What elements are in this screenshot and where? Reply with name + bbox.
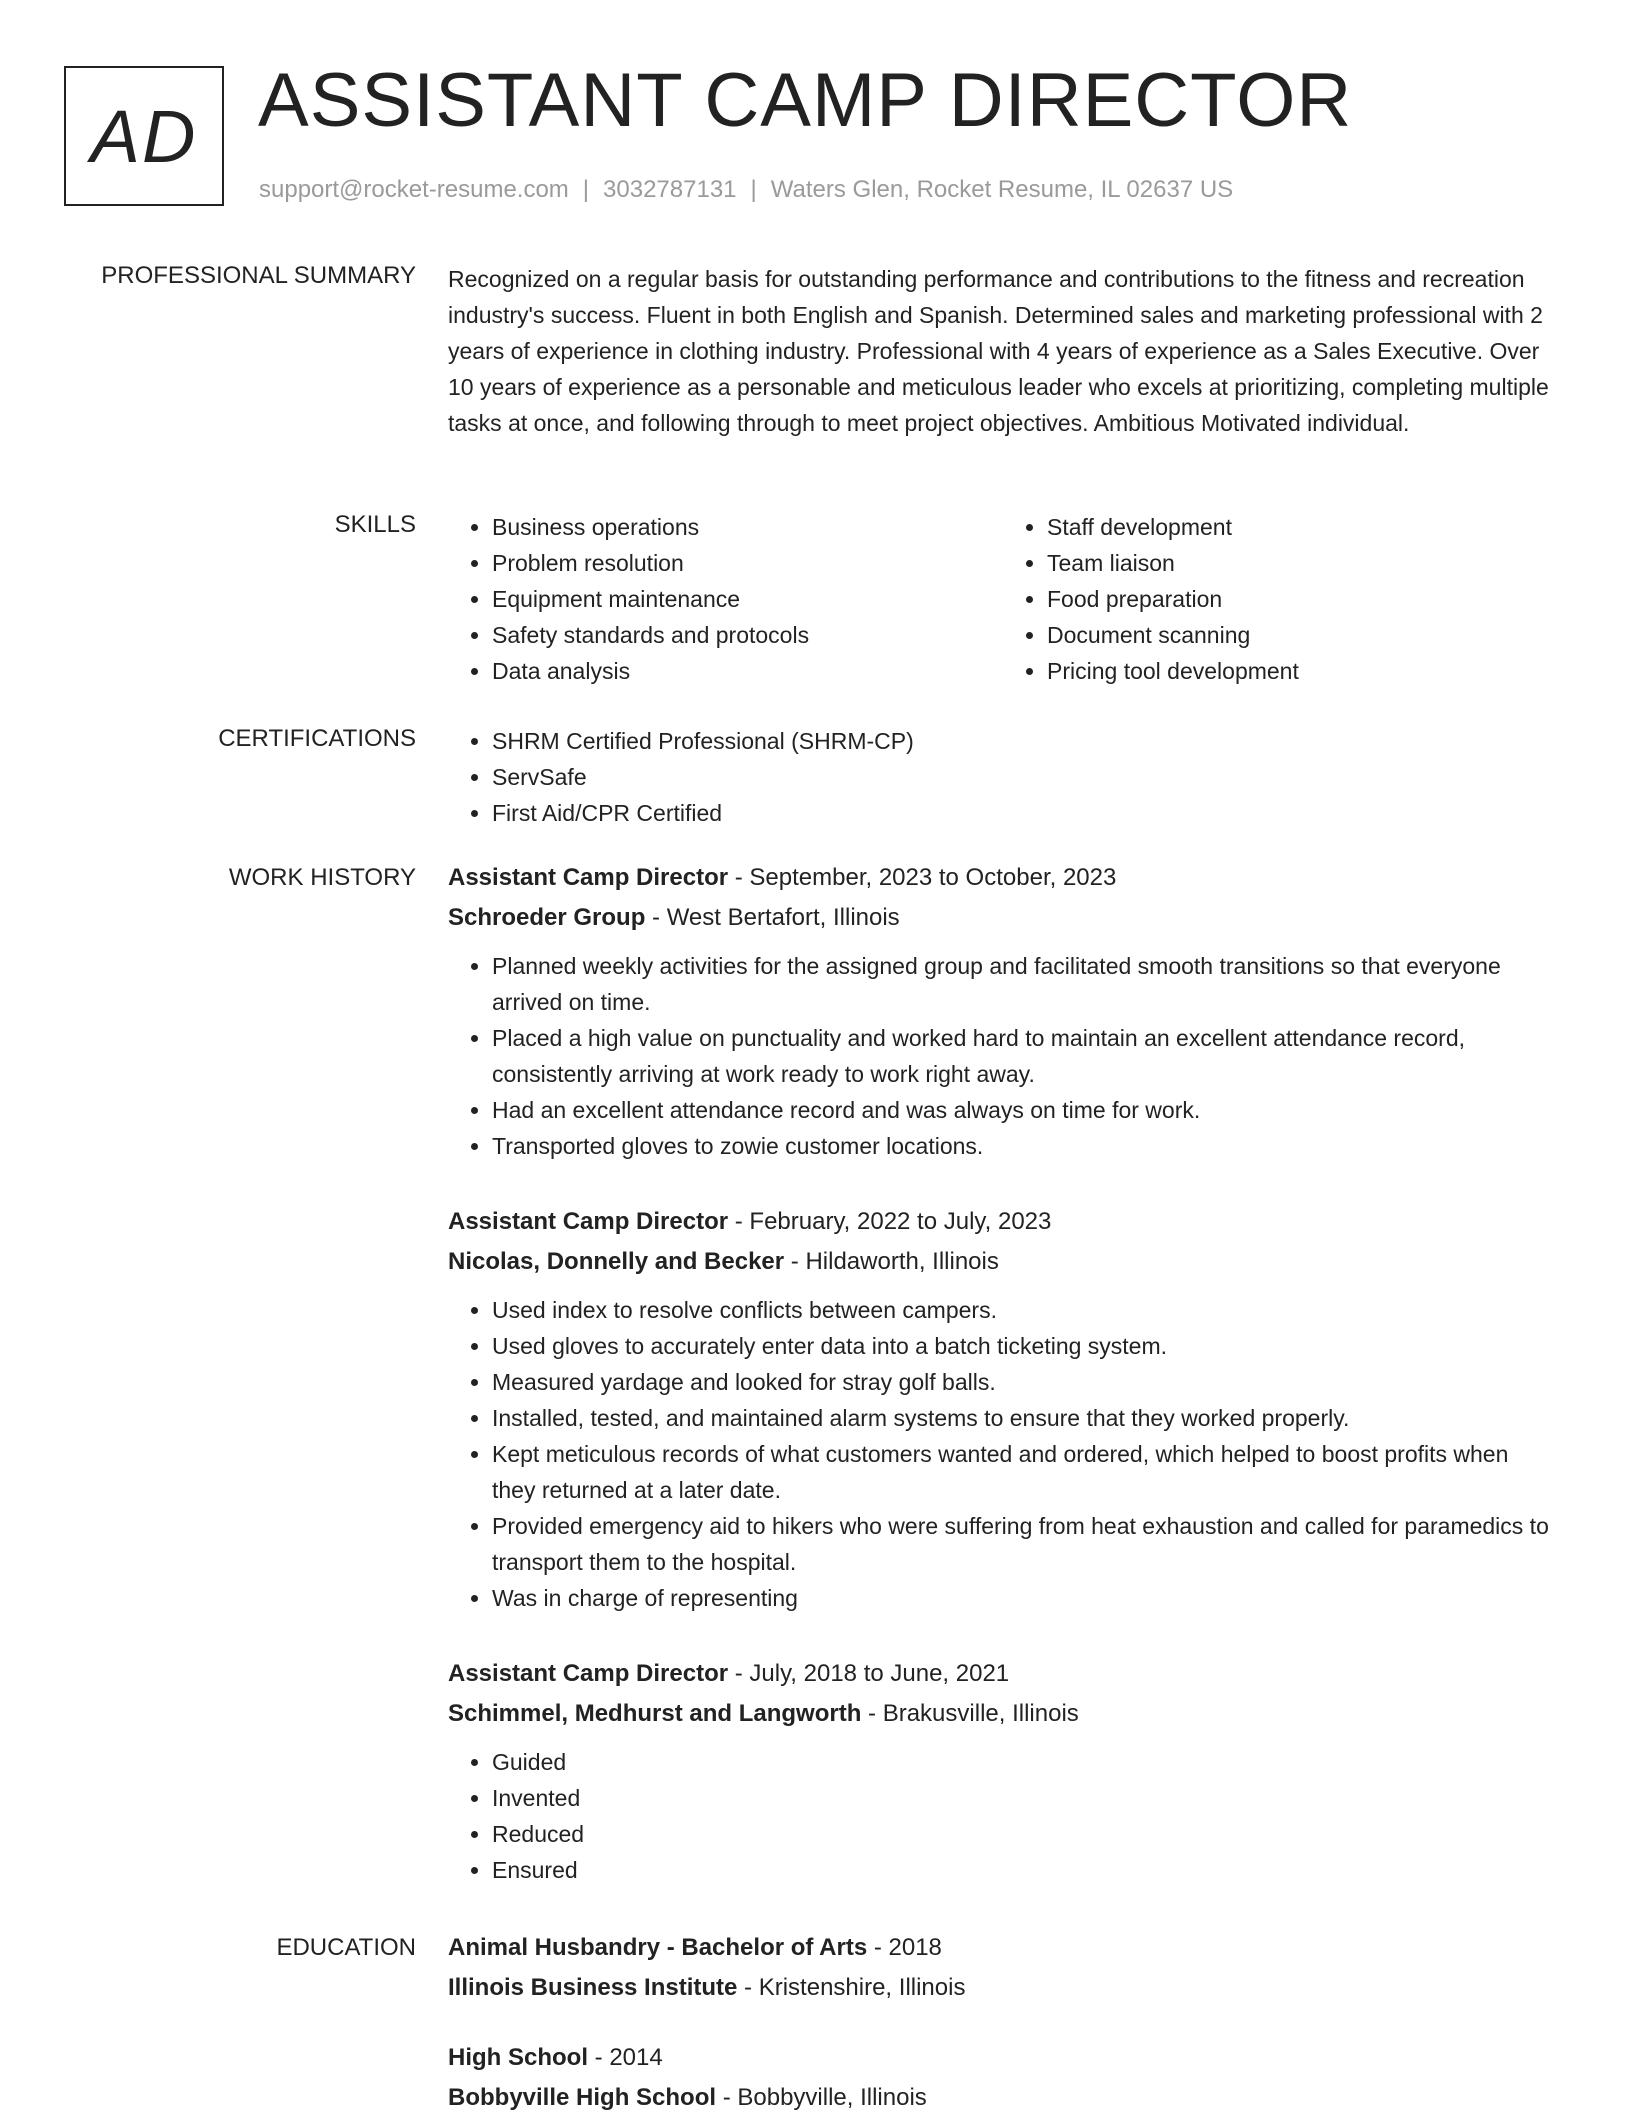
job-title: Assistant Camp Director (448, 1208, 729, 1235)
job-bullets (448, 1292, 1558, 1616)
job-bullets (448, 1744, 1558, 1888)
education-year: - 2014 (588, 2044, 663, 2071)
contact-phone[interactable]: 3032787131 (603, 176, 737, 203)
education-school-line (448, 2078, 1558, 2118)
contact-email[interactable]: support@rocket-resume.com (259, 176, 569, 203)
job-company: Schimmel, Medhurst and Langworth (448, 1700, 862, 1727)
certifications-list (448, 723, 1558, 831)
monogram-initials: AD (90, 94, 198, 178)
education-degree: High School (448, 2044, 588, 2071)
candidate-name: ASSISTANT CAMP DIRECTOR (258, 58, 1353, 143)
certification-item: • ServSafe (492, 759, 1558, 795)
job-dates: - July, 2018 to June, 2021 (728, 1660, 1010, 1687)
job-dates: - February, 2022 to July, 2023 (728, 1208, 1052, 1235)
contact-separator: | (582, 176, 590, 203)
job-company-line (448, 1242, 1558, 1282)
skill-item: • Equipment maintenance (492, 581, 1003, 617)
contact-line (259, 176, 1233, 204)
education-school: Bobbyville High School (448, 2084, 717, 2111)
job-entry (448, 1654, 1558, 1888)
job-company: Nicolas, Donnelly and Becker (448, 1248, 785, 1275)
job-bullet: • Kept meticulous records of what customers wanted and ordered, which helped to boost profits when they returned at a later date. (492, 1436, 1558, 1508)
job-bullet: • Planned weekly activities for the assigned group and facilitated smooth transitions so that everyone arrived on time. (492, 948, 1558, 1020)
job-bullet: • Installed, tested, and maintained alarm systems to ensure that they worked properly. (492, 1400, 1558, 1436)
section-heading-education: EDUCATION (276, 1934, 416, 1961)
job-bullet: • Invented (492, 1780, 1558, 1816)
job-bullet: • Placed a high value on punctuality and worked hard to maintain an excellent attendance record, consistently arriving at work ready to work right away. (492, 1020, 1558, 1092)
section-heading-summary: PROFESSIONAL SUMMARY (101, 262, 416, 289)
education-location: - Bobbyville, Illinois (716, 2084, 927, 2111)
skill-item: • Data analysis (492, 653, 1003, 689)
job-bullet: • Guided (492, 1744, 1558, 1780)
job-bullet: • Used gloves to accurately enter data into a batch ticketing system. (492, 1328, 1558, 1364)
job-company-line (448, 898, 1558, 938)
job-title-line (448, 858, 1558, 898)
skills-list-right (1003, 509, 1558, 689)
job-bullet: • Provided emergency aid to hikers who were suffering from heat exhaustion and called for paramedics to transport them to the hospital. (492, 1508, 1558, 1580)
section-heading-work-history: WORK HISTORY (228, 864, 416, 891)
job-bullet: • Reduced (492, 1816, 1558, 1852)
certification-item: • First Aid/CPR Certified (492, 795, 1558, 831)
job-entry (448, 858, 1558, 1164)
job-bullet: • Had an excellent attendance record and was always on time for work. (492, 1092, 1558, 1128)
skill-item: • Staff development (1047, 509, 1558, 545)
job-location: - Hildaworth, Illinois (784, 1248, 999, 1275)
education-school: Illinois Business Institute (448, 1974, 738, 2001)
job-location: - West Bertafort, Illinois (645, 904, 900, 931)
education-location: - Kristenshire, Illinois (737, 1974, 966, 2001)
job-bullet: • Measured yardage and looked for stray golf balls. (492, 1364, 1558, 1400)
section-heading-skills: SKILLS (334, 511, 416, 538)
job-title-line (448, 1654, 1558, 1694)
job-location: - Brakusville, Illinois (861, 1700, 1079, 1727)
monogram-logo (64, 66, 224, 206)
skill-item: • Pricing tool development (1047, 653, 1558, 689)
job-bullets (448, 948, 1558, 1164)
job-title: Assistant Camp Director (448, 1660, 729, 1687)
job-bullet: • Used index to resolve conflicts between campers. (492, 1292, 1558, 1328)
education-entry (448, 1928, 1558, 2008)
job-dates: - September, 2023 to October, 2023 (728, 864, 1117, 891)
education-year: - 2018 (867, 1934, 942, 1961)
skill-item: • Safety standards and protocols (492, 617, 1003, 653)
education-degree-line (448, 2038, 1558, 2078)
skills-body (448, 509, 1558, 689)
job-bullet: • Was in charge of representing (492, 1580, 1558, 1616)
job-bullet: • Ensured (492, 1852, 1558, 1888)
summary-text: Recognized on a regular basis for outstanding performance and contributions to the fitness and recreation industry's success. Fluent in both English and Spanish. Determined sales and marketing professional with 2 years of experience in clothing industry. Professional with 4 years of experience as a Sales Executive. Over 10 years of experience as a personable and meticulous leader who excels at prioritizing, completing multiple tasks at once, and following through to meet project objectives. Ambitious Motivated individual. (448, 266, 1549, 436)
contact-address: Waters Glen, Rocket Resume, IL 02637 US (770, 176, 1234, 203)
job-title-line (448, 1202, 1558, 1242)
skill-item: • Problem resolution (492, 545, 1003, 581)
job-company-line (448, 1694, 1558, 1734)
education-entry (448, 2038, 1558, 2118)
certifications-body (448, 723, 1558, 831)
skills-list-left (448, 509, 1003, 689)
skill-item: • Business operations (492, 509, 1003, 545)
section-heading-certifications: CERTIFICATIONS (218, 725, 416, 752)
education-school-line (448, 1968, 1558, 2008)
job-bullet: • Transported gloves to zowie customer locations. (492, 1128, 1558, 1164)
education-degree: Animal Husbandry - Bachelor of Arts (448, 1934, 868, 1961)
skill-item: • Team liaison (1047, 545, 1558, 581)
certification-item: • SHRM Certified Professional (SHRM-CP) (492, 723, 1558, 759)
skill-item: • Food preparation (1047, 581, 1558, 617)
education-degree-line (448, 1928, 1558, 1968)
job-company: Schroeder Group (448, 904, 646, 931)
job-entry (448, 1202, 1558, 1616)
job-title: Assistant Camp Director (448, 864, 729, 891)
contact-separator: | (750, 176, 757, 203)
skill-item: • Document scanning (1047, 617, 1558, 653)
